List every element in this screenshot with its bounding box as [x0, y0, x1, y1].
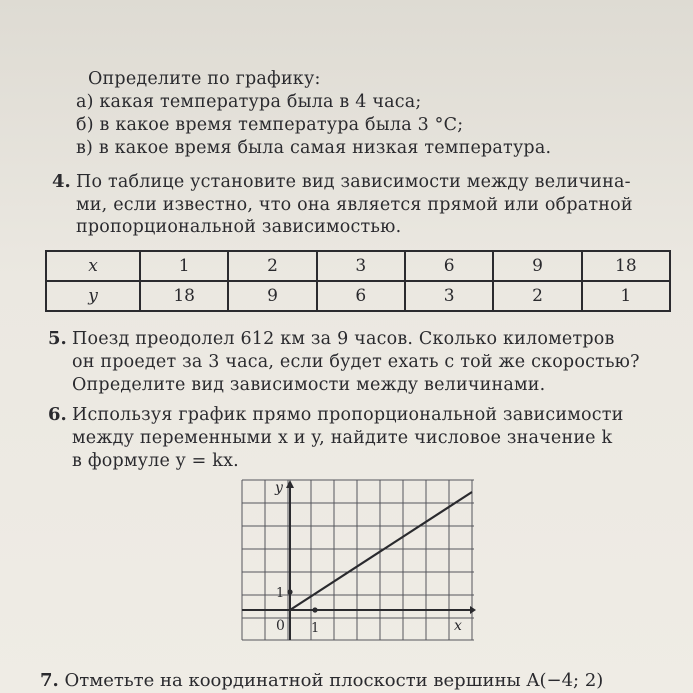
table-row-y [46, 281, 670, 311]
task6-line2: между переменными x и y, найдите числовое значение k [72, 428, 613, 448]
task5-line3: Определите вид зависимости между величинами. [72, 375, 546, 395]
x-tick-point [312, 607, 317, 612]
table-cell: 9 [228, 281, 316, 311]
intro-item-c: в) в какое время была самая низкая температура. [76, 138, 552, 158]
task4-number: 4. [52, 171, 71, 192]
x-axis-label: x [454, 618, 462, 634]
y-axis-arrow [286, 480, 294, 488]
task6-line1: Используя график прямо пропорциональной зависимости [72, 405, 624, 425]
intro-item-b: б) в какое время температура была 3 °С; [76, 115, 464, 135]
task6-number: 6. [48, 404, 67, 425]
task7-line1: Отметьте на координатной плоскости вершины A(−4; 2) [64, 670, 604, 691]
table-cell: 6 [317, 281, 405, 311]
table-cell: 18 [140, 281, 228, 311]
graph-line [290, 492, 472, 610]
table-row-x [46, 251, 670, 281]
x-tick-label: 1 [311, 621, 320, 636]
table-cell: 18 [582, 251, 670, 281]
table-cell: 2 [228, 251, 316, 281]
proportionality-graph [238, 476, 478, 644]
table-cell: 1 [582, 281, 670, 311]
task5-line2: он проедет за 3 часа, если будет ехать с той же скоростью? [72, 352, 640, 372]
table-cell: 6 [405, 251, 493, 281]
y-tick-point [287, 589, 292, 594]
task4-line2: ми, если известно, что она является прямой или обратной [76, 195, 633, 215]
table-cell: 3 [317, 251, 405, 281]
x-axis-arrow [470, 606, 476, 614]
table-cell: 2 [493, 281, 581, 311]
task4-line3: пропорциональной зависимостью. [76, 217, 402, 237]
task5-line1: Поезд преодолел 612 км за 9 часов. Сколько километров [72, 329, 615, 349]
intro-heading: Определите по графику: [88, 69, 321, 89]
table-cell: 1 [140, 251, 228, 281]
grid-lines [242, 480, 474, 640]
table-cell: 9 [493, 251, 581, 281]
task7 [40, 670, 603, 692]
origin-label: 0 [276, 618, 285, 634]
task4-line1: По таблице установите вид зависимости между величина- [76, 172, 631, 192]
data-table [45, 250, 671, 312]
table-header-x: x [46, 251, 140, 281]
y-axis-label: y [275, 480, 283, 496]
task6-line3: в формуле y = kx. [72, 451, 239, 471]
y-tick-label: 1 [276, 586, 285, 601]
table-cell: 3 [405, 281, 493, 311]
task7-number: 7. [40, 670, 59, 691]
table-header-y: y [46, 281, 140, 311]
intro-item-a: а) какая температура была в 4 часа; [76, 92, 422, 112]
task5-number: 5. [48, 328, 67, 349]
